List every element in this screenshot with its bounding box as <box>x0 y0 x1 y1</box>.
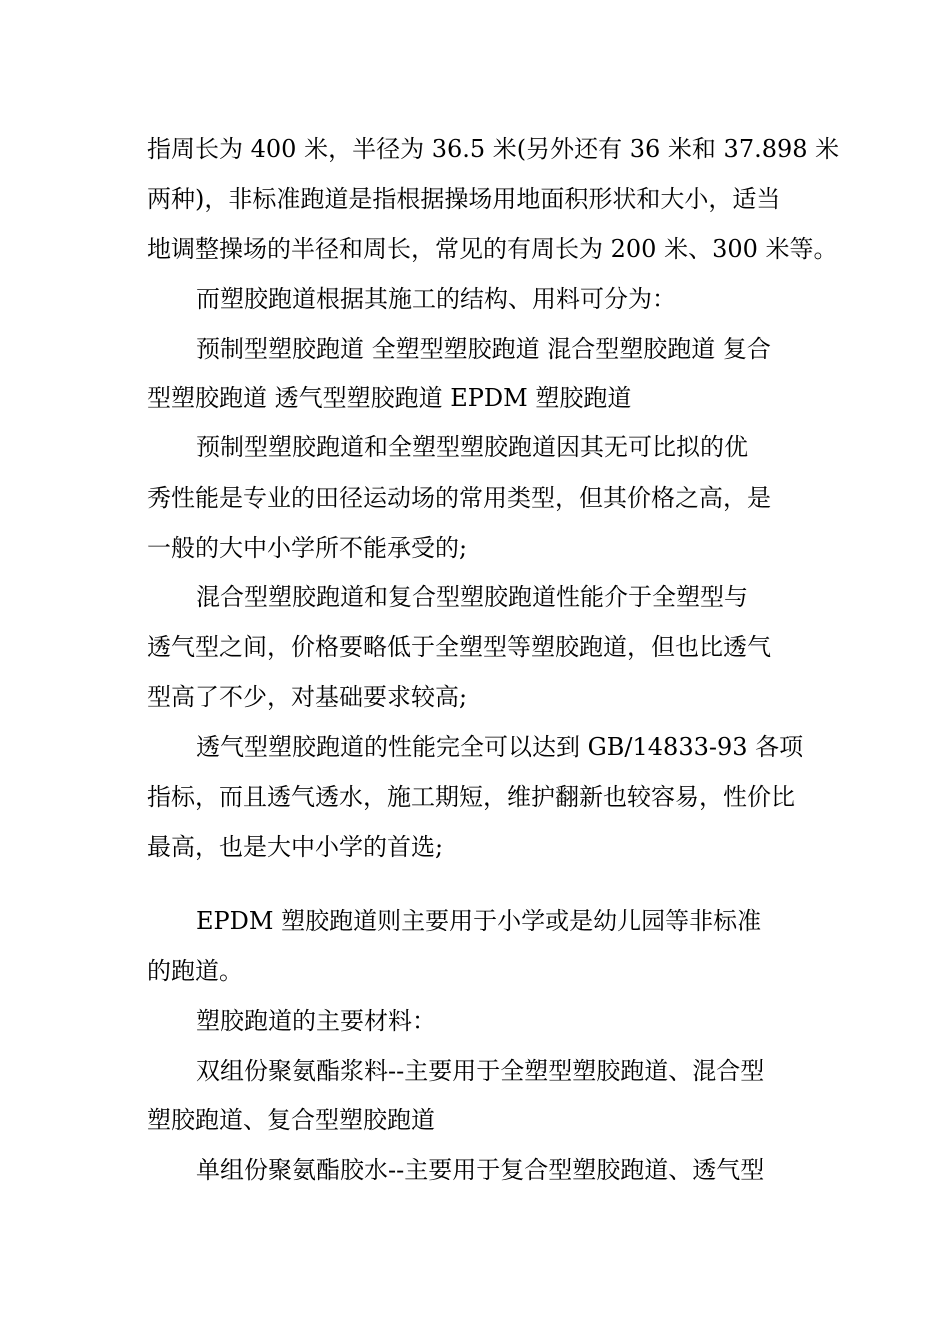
paragraph-2-line-1: 而塑胶跑道根据其施工的结构、用料可分为： <box>196 285 676 313</box>
paragraph-6-line-1: 透气型塑胶跑道的性能完全可以达到 GB/14833-93 各项 <box>196 733 804 761</box>
paragraph-3-line-2: 型塑胶跑道 透气型塑胶跑道 EPDM 塑胶跑道 <box>147 384 632 412</box>
paragraph-5-line-1: 混合型塑胶跑道和复合型塑胶跑道性能介于全塑型与 <box>196 583 748 611</box>
paragraph-4-line-3: 一般的大中小学所不能承受的; <box>147 534 468 562</box>
paragraph-4-line-1: 预制型塑胶跑道和全塑型塑胶跑道因其无可比拟的优 <box>196 433 748 461</box>
paragraph-1-line-3: 地调整操场的半径和周长，常见的有周长为 200 米、300 米等。 <box>147 235 838 263</box>
paragraph-1-line-1: 指周长为 400 米，半径为 36.5 米(另外还有 36 米和 37.898 米 <box>147 135 840 163</box>
paragraph-1-line-2: 两种)，非标准跑道是指根据操场用地面积形状和大小，适当 <box>147 185 781 213</box>
paragraph-8-line-1: 塑胶跑道的主要材料： <box>196 1007 436 1035</box>
paragraph-9-line-1: 双组份聚氨酯浆料--主要用于全塑型塑胶跑道、混合型 <box>196 1057 765 1085</box>
paragraph-7-line-2: 的跑道。 <box>147 957 243 985</box>
paragraph-10-line-1: 单组份聚氨酯胶水--主要用于复合型塑胶跑道、透气型 <box>196 1156 765 1184</box>
paragraph-5-line-2: 透气型之间，价格要略低于全塑型等塑胶跑道，但也比透气 <box>147 633 771 661</box>
paragraph-5-line-3: 型高了不少，对基础要求较高; <box>147 683 468 711</box>
paragraph-7-line-1: EPDM 塑胶跑道则主要用于小学或是幼儿园等非标准 <box>196 907 762 935</box>
paragraph-6-line-3: 最高，也是大中小学的首选; <box>147 833 444 861</box>
paragraph-3-line-1: 预制型塑胶跑道 全塑型塑胶跑道 混合型塑胶跑道 复合 <box>196 335 771 363</box>
paragraph-4-line-2: 秀性能是专业的田径运动场的常用类型，但其价格之高，是 <box>147 484 771 512</box>
paragraph-9-line-2: 塑胶跑道、复合型塑胶跑道 <box>147 1106 435 1134</box>
paragraph-6-line-2: 指标，而且透气透水，施工期短，维护翻新也较容易，性价比 <box>147 783 795 811</box>
